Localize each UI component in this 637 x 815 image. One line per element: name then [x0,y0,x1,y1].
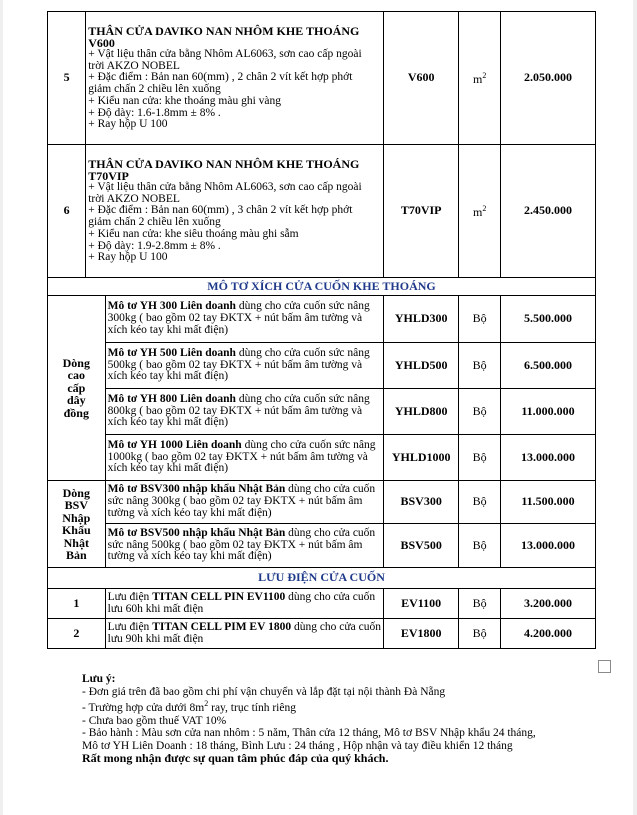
group-label-line: cao [67,368,85,383]
motor-row-yhld500 [48,343,596,389]
motor-unit: Bộ [459,481,501,524]
group-label-line: Dòng [62,355,90,370]
motor-unit: Bộ [459,524,501,568]
ups-prefix: Lưu điện [107,620,153,633]
group-label-bsv [48,481,106,568]
motor-desc-text: dùng cho cửa cuốn [285,526,376,539]
group-label-line: Bản [65,548,87,562]
document-page [3,0,633,815]
product-title: T70VIP [88,169,129,184]
product-price: 2.050.000 [501,12,596,145]
motor-desc-text: dùng cho cửa cuốn sức nâng [235,346,370,359]
motor-description [105,524,383,568]
spec-line: trời AKZO NOBEL [88,192,180,205]
note-line: - Chưa bao gồm thuế VAT 10% [82,714,227,727]
motor-description [105,481,383,524]
row-number: 5 [48,12,86,145]
ups-name: TITAN CELL PIM EV 1800 [152,620,292,633]
motor-price: 13.000.000 [501,524,596,568]
motor-row-yhld800 [48,389,596,435]
motor-description [105,435,383,481]
motor-price: 6.500.000 [501,343,596,389]
motor-name: Mô tơ YH 800 Liên doanh [107,392,236,405]
group-label-line: dây [66,393,86,408]
ups-code: EV1800 [383,619,458,649]
spec-line: + Đặc điểm : Bản nan 60(mm) , 2 chân 2 vít kết hợp phớt [88,71,353,84]
motor-price: 13.000.000 [501,435,596,481]
group-label-line: Nhập [62,510,91,525]
motor-desc-text: dùng cho cửa cuốn [285,483,376,496]
spec-line: + Ray hộp U 100 [88,118,168,131]
note-line: - Đơn giá trên đã bao gồm chi phí vận chuyển và lắp đặt tại nội thành Đà Nẵng [82,685,446,698]
motor-price: 11.000.000 [501,389,596,435]
motor-description [105,389,383,435]
group-label-line: Khẩu [61,523,91,537]
table-end-checkbox[interactable] [598,660,611,673]
motor-desc-line: xích kéo tay khi mất điện) [107,323,229,336]
ups-row-ev1100 [48,589,596,619]
motor-name: Mô tơ BSV500 nhập khẩu Nhật Bản [107,526,286,539]
price-table [47,11,596,649]
motor-row-bsv300 [48,481,596,524]
section-header-motor [48,278,596,296]
note-line [82,698,536,715]
ups-desc-line: lưu 90h khi mất điện [107,632,204,645]
ups-row-ev1800 [48,619,596,649]
spec-line: + Ray hộp U 100 [88,251,168,264]
ups-desc-text: dùng cho cửa cuốn [285,590,376,603]
ups-unit: Bộ [459,589,501,619]
motor-row-yhld1000 [48,435,596,481]
row-number: 2 [48,619,106,649]
motor-code: BSV500 [383,524,458,568]
motor-desc-line: 1000kg ( bao gồm 02 tay ĐKTX + nút bấm âm tường và [107,450,368,463]
product-unit [459,145,501,278]
section-title: LƯU ĐIỆN CỬA CUỐN [48,568,596,589]
motor-desc-text: dùng cho cửa cuốn sức nâng [235,392,370,405]
motor-desc-line: 800kg ( bao gồm 02 tay ĐKTX + nút bấm âm tường và [107,404,363,417]
note-text: ray, trục tính riêng [208,702,296,714]
motor-description [105,343,383,389]
motor-name: Mô tơ YH 1000 Liên doanh [107,438,242,451]
motor-description [105,296,383,343]
motor-desc-text: dùng cho cửa cuốn sức nâng [235,300,370,313]
group-label-yh [48,296,106,481]
ups-unit: Bộ [459,619,501,649]
spec-line: + Vật liệu thân cửa bằng Nhôm AL6063, sơn cao cấp ngoài [88,181,362,194]
group-label-line: Nhật [63,535,89,550]
note-line: - Bảo hành : Màu sơn cửa nan nhôm : 5 năm, Thân cửa 12 tháng, Mô tơ BSV Nhập khẩu 24 tháng, [82,727,536,739]
motor-desc-line: 500kg ( bao gồm 02 tay ĐKTX + nút bấm âm tường và [107,358,363,371]
ups-price: 3.200.000 [501,589,596,619]
motor-unit: Bộ [459,296,501,343]
product-description [86,145,384,278]
ups-desc-text: dùng cho cửa cuốn [291,620,381,633]
product-title: THÂN CỬA DAVIKO NAN NHÔM KHE THOÁNG [88,24,360,39]
notes-heading: Lưu ý: [82,673,116,685]
group-label-line: đồng [63,405,89,420]
note-text: - Trường hợp cửa dưới 8m [82,702,205,714]
motor-desc-line: tường và xích kéo tay khi mất điện) [107,506,272,519]
motor-code: BSV300 [383,481,458,524]
spec-line: + Độ dày: 1.9-2.8mm ± 8% . [88,239,221,252]
unit-text: m [472,72,483,87]
note-line: Mô tơ YH Liên Doanh : 18 tháng, Bình Lưu : 24 tháng , Hộp nhận và tay điều khiển 12 tháng [82,739,513,752]
motor-unit: Bộ [459,389,501,435]
spec-line: + Kiểu nan cửa: khe siêu thoáng màu ghi sẫm [88,227,299,240]
unit-text: m [472,205,483,220]
group-label-line: Dòng [62,485,90,500]
ups-name: TITAN CELL PIN EV1100 [152,590,286,603]
motor-code: YHLD500 [383,343,458,389]
note-superscript: 2 [204,699,209,708]
spec-line: trời AKZO NOBEL [88,59,180,72]
motor-desc-line: sức nâng 500kg ( bao gồm 02 tay ĐKTX + nút bấm âm [107,538,363,551]
ups-desc-line: lưu 60h khi mất điện [107,602,204,615]
product-code: V600 [383,12,458,145]
motor-row-yhld300 [48,296,596,343]
motor-desc-line: 300kg ( bao gồm 02 tay ĐKTX + nút bấm âm tường và [107,312,363,325]
spec-line: + Vật liệu thân cửa bằng Nhôm AL6063, sơn cao cấp ngoài [88,48,362,61]
section-header-ups [48,568,596,589]
section-title: MÔ TƠ XÍCH CỬA CUỐN KHE THOÁNG [48,278,596,296]
ups-price: 4.200.000 [501,619,596,649]
spec-line: + Độ dày: 1.6-1.8mm ± 8% . [88,106,221,119]
spec-line: + Kiểu nan cửa: khe thoáng màu ghi vàng [88,94,282,107]
motor-unit: Bộ [459,435,501,481]
motor-name: Mô tơ BSV300 nhập khẩu Nhật Bản [107,483,286,496]
ups-description [105,619,383,649]
spec-line: + Đặc điểm : Bản nan 60(mm) , 3 chân 2 vít kết hợp phớt [88,204,353,217]
closing-line: Rất mong nhận được sự quan tâm phúc đáp của quý khách. [82,751,389,765]
product-row-t70vip [48,145,596,278]
motor-code: YHLD300 [383,296,458,343]
motor-price: 11.500.000 [501,481,596,524]
row-number: 1 [48,589,106,619]
spec-line: giảm chấn 2 chiều lên xuống [88,216,221,229]
motor-desc-line: xích kéo tay khi mất điện) [107,416,229,429]
product-unit [459,12,501,145]
motor-price: 5.500.000 [501,296,596,343]
motor-unit: Bộ [459,343,501,389]
ups-prefix: Lưu điện [107,590,153,603]
spec-line: giảm chấn 2 chiều lên xuống [88,83,221,96]
unit-superscript: 2 [482,204,487,214]
product-code: T70VIP [383,145,458,278]
unit-superscript: 2 [482,71,487,81]
motor-name: Mô tơ YH 500 Liên doanh [107,346,236,359]
group-label-line: BSV [64,498,88,512]
notes-section [82,673,536,765]
product-title: THÂN CỬA DAVIKO NAN NHÔM KHE THOÁNG [88,157,360,172]
motor-desc-line: xích kéo tay khi mất điện) [107,370,229,383]
product-title: V600 [88,36,115,51]
motor-row-bsv500 [48,524,596,568]
row-number: 6 [48,145,86,278]
motor-desc-text: dùng cho cửa cuốn sức nâng [241,438,376,451]
ups-description [105,589,383,619]
motor-code: YHLD1000 [383,435,458,481]
motor-code: YHLD800 [383,389,458,435]
group-label-line: cấp [67,380,86,395]
ups-code: EV1100 [383,589,458,619]
motor-name: Mô tơ YH 300 Liên doanh [107,300,236,313]
product-description [86,12,384,145]
product-row-v600 [48,12,596,145]
motor-desc-line: tường và xích kéo tay khi mất điện) [107,550,272,563]
motor-desc-line: sức nâng 300kg ( bao gồm 02 tay ĐKTX + nút bấm âm [107,495,363,508]
motor-desc-line: xích kéo tay khi mất điện) [107,462,229,475]
product-price: 2.450.000 [501,145,596,278]
